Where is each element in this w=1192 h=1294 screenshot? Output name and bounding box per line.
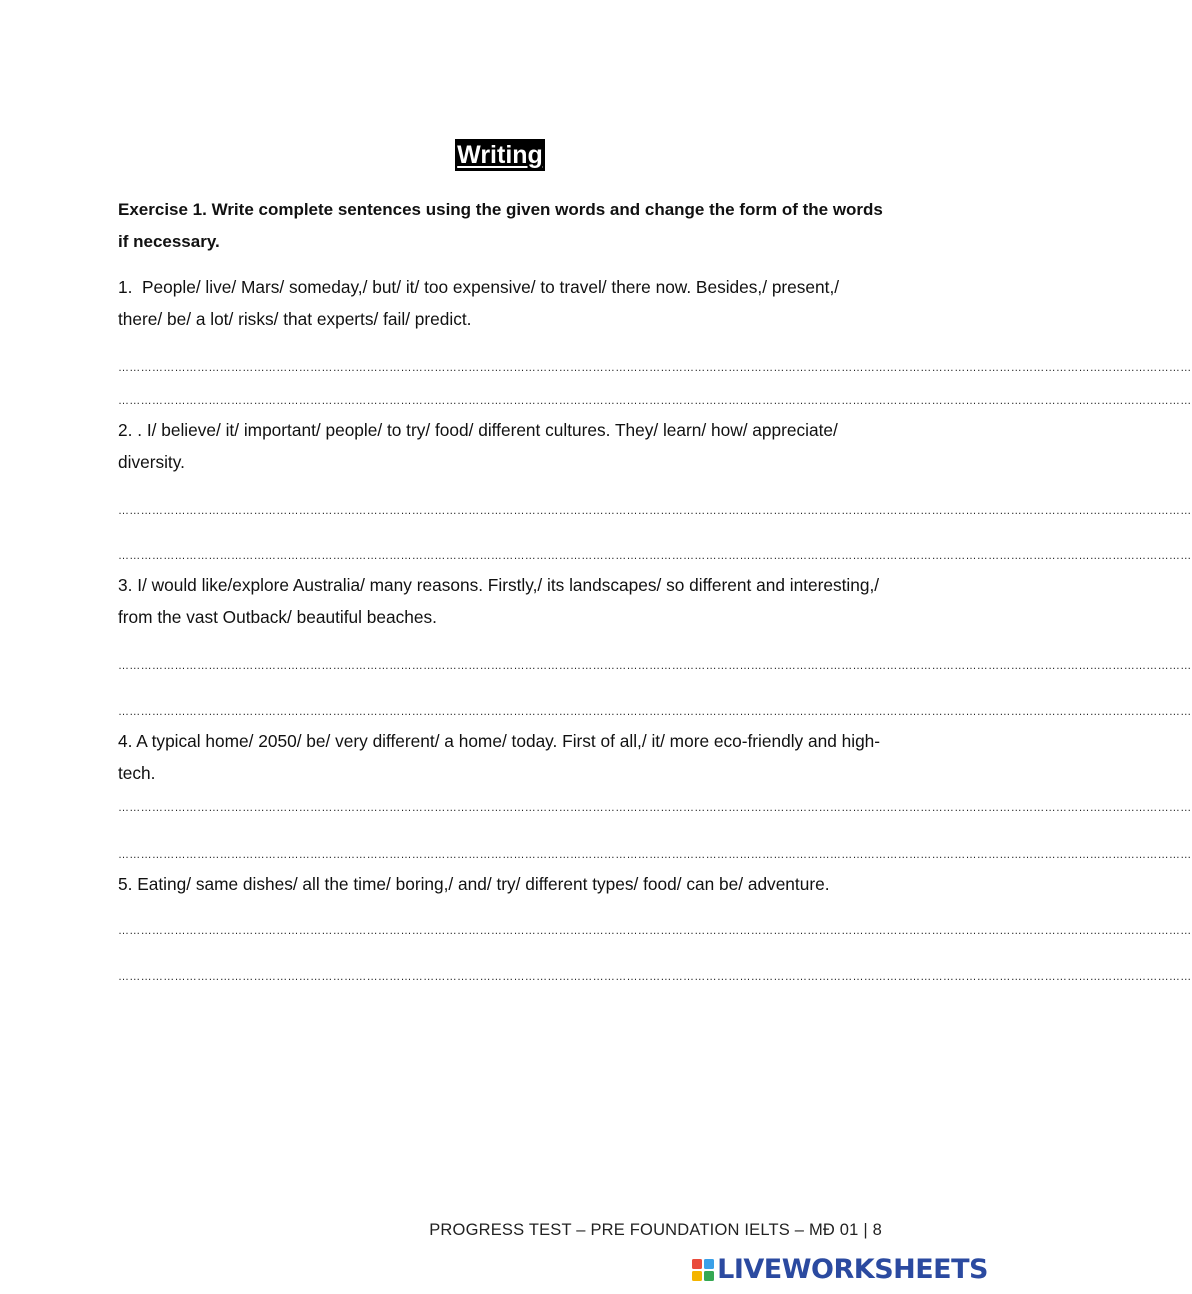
question-5: 5. Eating/ same dishes/ all the time/ boring,/ and/ try/ different types/ food/ can be/ adventure.	[118, 874, 830, 894]
page-footer: PROGRESS TEST – PRE FOUNDATION IELTS – MĐ 01 | 8	[429, 1221, 882, 1239]
answer-line-1b[interactable]: ……………………………………………………………………………………………………………………………………………………………………………………………………………………………………………………………	[118, 395, 1192, 407]
answer-line-2a[interactable]: ……………………………………………………………………………………………………………………………………………………………………………………………………………………………………………………………	[118, 505, 1192, 517]
liveworksheets-logo-icon	[692, 1259, 714, 1281]
question-2: 2. . I/ believe/ it/ important/ people/ to try/ food/ different cultures. They/ learn/ how/ appreciate/ diversity.	[118, 420, 843, 472]
question-1: 1. People/ live/ Mars/ someday,/ but/ it/ too expensive/ to travel/ there now. Besides,/ present,/ there/ be/ a lot/ risks/ that experts/ fail/ predict.	[118, 277, 844, 329]
answer-line-4a[interactable]: ……………………………………………………………………………………………………………………………………………………………………………………………………………………………………………………………	[118, 802, 1192, 814]
section-title-wrap	[0, 139, 1000, 171]
answer-line-1a[interactable]: ……………………………………………………………………………………………………………………………………………………………………………………………………………………………………………………………	[118, 362, 1192, 374]
question-4: 4. A typical home/ 2050/ be/ very different/ a home/ today. First of all,/ it/ more eco-friendly and high-tech.	[118, 731, 881, 783]
exercise-instruction: Exercise 1. Write complete sentences using the given words and change the form of the words if necessary.	[118, 200, 883, 251]
brand-name: LIVEWORKSHEETS	[717, 1254, 988, 1285]
section-title: Writing	[457, 141, 543, 169]
answer-line-4b[interactable]: ……………………………………………………………………………………………………………………………………………………………………………………………………………………………………………………………	[118, 849, 1192, 861]
answer-line-3a[interactable]: ……………………………………………………………………………………………………………………………………………………………………………………………………………………………………………………………	[118, 660, 1192, 672]
liveworksheets-brand[interactable]	[692, 1253, 988, 1287]
answer-line-3b[interactable]: ……………………………………………………………………………………………………………………………………………………………………………………………………………………………………………………………	[118, 706, 1192, 718]
answer-line-5b[interactable]: ……………………………………………………………………………………………………………………………………………………………………………………………………………………………………………………………	[118, 971, 1192, 983]
answer-line-5a[interactable]: ……………………………………………………………………………………………………………………………………………………………………………………………………………………………………………………………	[118, 925, 1192, 937]
question-3: 3. I/ would like/explore Australia/ many reasons. Firstly,/ its landscapes/ so different and interesting,/ from the vast Outback/ beautiful beaches.	[118, 575, 884, 627]
answer-line-2b[interactable]: ……………………………………………………………………………………………………………………………………………………………………………………………………………………………………………………………	[118, 550, 1192, 562]
